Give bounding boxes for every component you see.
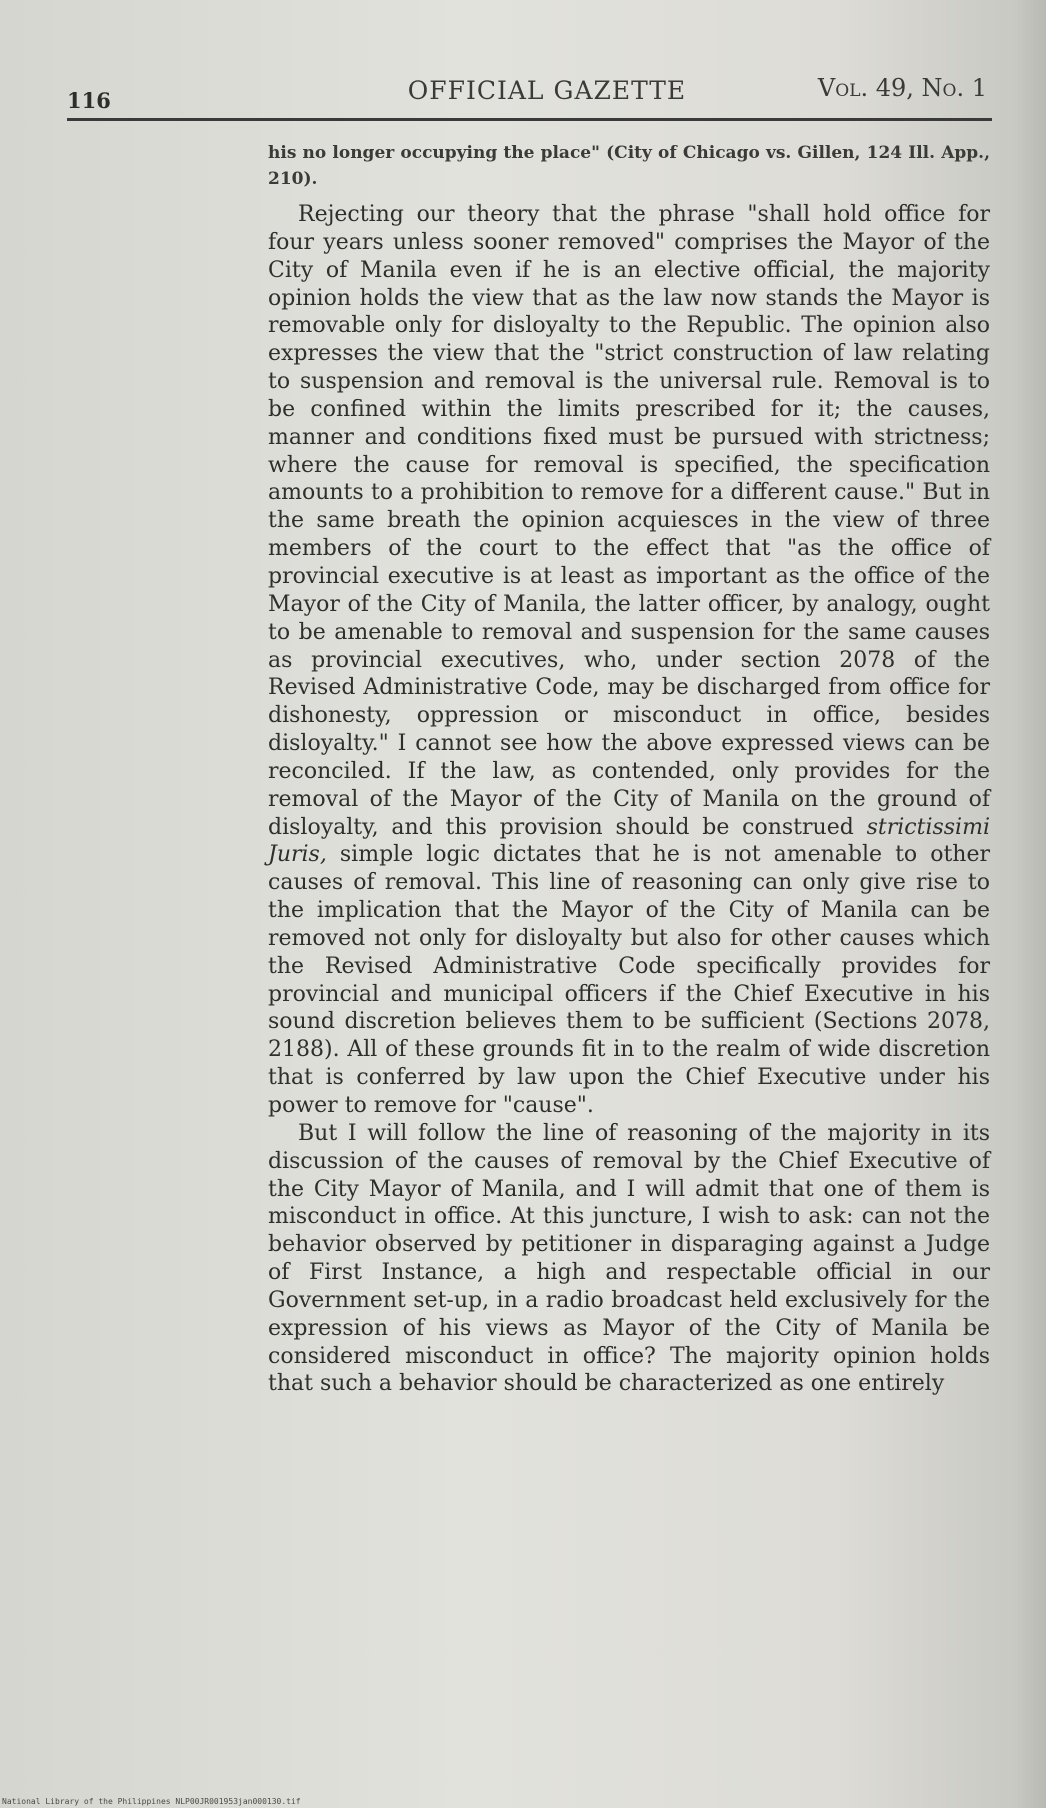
paragraph-text: Rejecting our theory that the phrase "shall hold office for four years unless sooner removed" comprises the Mayor of the City of Manila even if he is an elective official, the majority opinion holds the view that as the law now stands the Mayor is removable only for disloyalty to the Republic. The opinion also expresses the view that the "strict construction of law relating to suspension and removal is the universal rule. Removal is to be confined within the limits prescribed for it; the causes, manner and conditions fixed must be pursued with strictness; where the cause for removal is specified, the specification amounts to a prohibition to remove for a different cause." But in the same breath the opinion acquiesces in the view of three members of the court to the effect that "as the office of provincial executive is at least as important as the office of the Mayor of the City of Manila, the latter officer, by analogy, ought to be amenable to removal and suspension for the same causes as provincial executives, who, under section 2078 of the Revised Administrative Code, may be discharged from office for dishonesty, oppression or misconduct in office, besides disloyalty." I cannot see how the above expressed views can be reconciled. If the law, as contended, only provides for the removal of the Mayor of the City of Manila on the ground of disloyalty, and this provision should be construed: [268, 202, 990, 840]
paragraph-misconduct: But I will follow the line of reasoning of the majority in its discussion of the causes of removal by the Chief Executive of the City Mayor of Manila, and I will admit that one of them is misconduct in office. At this juncture, I wish to ask: can not the behavior observed by petitioner in disparaging against a Judge of First Instance, a high and respectable official in our Government set-up, in a radio broadcast held exclusively for the expression of his views as Mayor of the City of Manila be considered misconduct in office? The majority opinion holds that such a behavior should be characterized as one entirely: [268, 1120, 990, 1397]
paragraph-rejecting-theory: [268, 201, 990, 1120]
latin-term: strictissimi Juris,: [268, 814, 990, 868]
paragraph-text: simple logic dictates that he is not amenable to other causes of removal. This line of reasoning can only give rise to the implication that the Mayor of the City of Manila can be removed not only for disloyalty but also for other causes which the Revised Administrative Code specifically provides for provincial and municipal officers if the Chief Executive in his sound discretion believes them to be sufficient (Sections 2078, 2188). All of these grounds fit in to the realm of wide discretion that is conferred by law upon the Chief Executive under his power to remove for "cause".: [268, 842, 990, 1118]
paragraph-continuation: his no longer occupying the place" (City of Chicago vs. Gillen, 124 Ill. App., 210).: [268, 143, 990, 189]
running-title: OFFICIAL GAZETTE: [407, 76, 687, 105]
body-text: [268, 140, 990, 1398]
scan-source-label: National Library of the Philippines NLP00JR001953jan000130.tif: [2, 1797, 301, 1806]
page-number: 116: [67, 88, 111, 113]
page-header: [67, 70, 987, 113]
header-rule: [67, 118, 992, 121]
volume-number: Vol. 49, No. 1: [817, 74, 987, 102]
